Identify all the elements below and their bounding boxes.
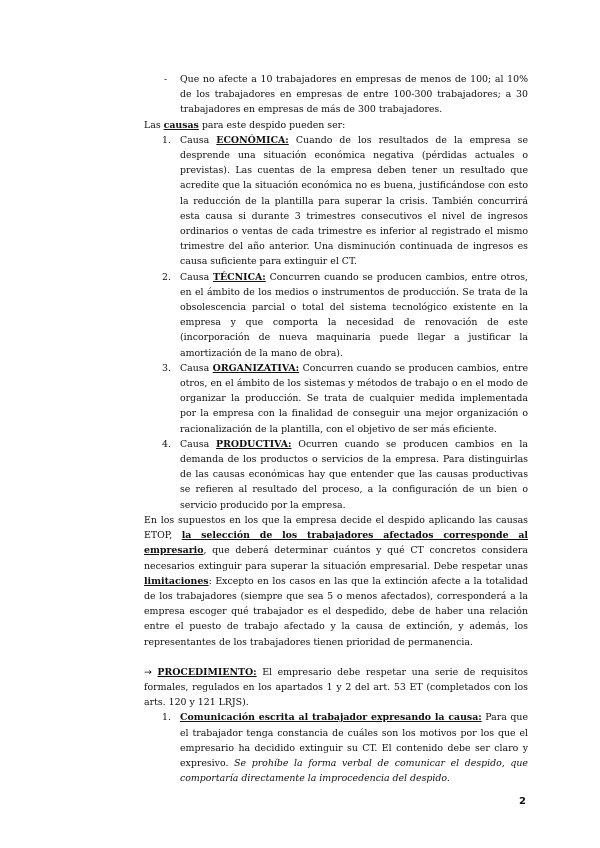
text-run: Causa [180, 271, 214, 283]
cause-text: Concurren cuando se producen cambios, entre otros, en el ámbito de los medios o instrumentos de producción. Se trata de la obsolescencia parcial o total del sistema tecnológico existente en la empresa y que comporta la necesidad de renovación de este (incorporación de nueva maquinaria puede llegar a justificar la amortización de la mano de obra). [180, 271, 528, 359]
emphasis-text: la selección de los trabajadores afectados corresponde al empresario [144, 530, 528, 557]
item-number: 2. [162, 271, 171, 283]
item-number: 3. [162, 362, 171, 374]
dash-marker: - [164, 74, 168, 85]
cause-text: Concurren cuando se producen cambios, entre otros, en el ámbito de los sistemas y métodos de trabajo o en el modo de organizar la producción. Se trata de cualquier medida implementada por la empresa con la finalidad de conseguir una mejor organización o racionalización de la plantilla, con el objetivo de ser más eficiente. [180, 362, 528, 435]
arrow-right-icon: → [144, 666, 152, 678]
text-run: , que deberá determinar cuántos y qué CT concretos considera necesarios extinguir para superar la situación empresarial. Debe respetar unas [144, 545, 528, 572]
cause-title: ECONÓMICA: [216, 134, 289, 146]
text-run: Para que el trabajador tenga constancia de cuáles son los motivos por los que el empresario ha decidido extinguir su CT. El contenido debe ser claro y expresivo. [180, 712, 528, 769]
item-number: 1. [162, 712, 171, 724]
page-number: 2 [519, 796, 526, 807]
cause-item-organizativa [144, 361, 528, 437]
cause-item-economica [144, 133, 528, 270]
text-run: En los supuestos en los que la empresa decide el despido aplicando las causas ETOP, [144, 514, 528, 542]
item-number: 4. [162, 438, 171, 450]
cause-text: Cuando de los resultados de la empresa se desprende una situación económica negativa (pérdidas actuales o previstas). Las cuentas de la empresa deben tener un resultado que acredite que la situación económica no es buena, justificándose con esto la reducción de la plantilla para superar la crisis. También concurrirá esta causa si durante 3 trimestres consecutivos el nivel de ingresos ordinarios o ventas de cada trimestre es inferior al registrado el mismo trimestre del año anterior. Una disminución continuada de ingresos es causa suficiente para extinguir el CT. [180, 134, 528, 268]
procedure-paragraph [144, 665, 528, 711]
text-run: Causa [180, 362, 213, 374]
text-run: Las [144, 119, 164, 131]
cause-item-productiva [144, 437, 528, 513]
item-number: 1. [162, 134, 171, 146]
cause-title: ORGANIZATIVA: [212, 362, 300, 374]
procedure-item-title: Comunicación escrita al trabajador expresando la causa: [180, 712, 482, 724]
text-run: para este despido pueden ser: [198, 119, 346, 131]
cause-title: TÉCNICA: [213, 271, 266, 283]
page-content [144, 72, 528, 786]
text-run: El empresario debe respetar una serie de requisitos formales, regulados en los apartados 1 y 2 del art. 53 ET (completados con los arts. 120 y 121 LRJS). [144, 666, 528, 709]
causes-list [144, 133, 528, 513]
text-run: Causa [180, 134, 217, 146]
causes-intro [144, 118, 528, 133]
procedure-item [144, 710, 528, 786]
cause-title: PRODUCTIVA: [216, 438, 292, 450]
procedure-heading: PROCEDIMIENTO: [157, 666, 257, 678]
list-item-text: Que no afecte a 10 trabajadores en empresas de menos de 100; al 10% de los trabajadores en empresas de entre 100-300 trabajadores; a 30 trabajadores en empresas de más de 300 trabajadores. [180, 74, 528, 116]
causes-heading: causas [163, 119, 199, 131]
cause-text: Ocurren cuando se producen cambios en la demanda de los productos o servicios de la empresa. Para distinguirlas de las causas económicas hay que entender que las causas productivas se refieren al resultado del proceso, a la configuración de un bien o servicio producido por la empresa. [180, 438, 528, 511]
list-item [144, 72, 528, 118]
emphasis-text: limitaciones [144, 575, 209, 587]
etop-paragraph [144, 513, 528, 650]
text-run: : Excepto en los casos en las que la extinción afecte a la totalidad de los trabajadores (siempre que sea 5 o menos afectados), corresponderá a la empresa escoger qué trabajador es el despedido, debe de haber una relación entre el puesto de trabajo afectado y la causa de extinción, y además, los representantes de los trabajadores tienen prioridad de permanencia. [144, 575, 528, 648]
cause-item-tecnica [144, 270, 528, 361]
text-run: Causa [180, 438, 217, 450]
italic-note: Se prohíbe la forma verbal de comunicar el despido, que comportaría directamente la improcedencia del despido. [180, 757, 528, 785]
spacer [144, 650, 528, 665]
procedure-list [144, 710, 528, 786]
